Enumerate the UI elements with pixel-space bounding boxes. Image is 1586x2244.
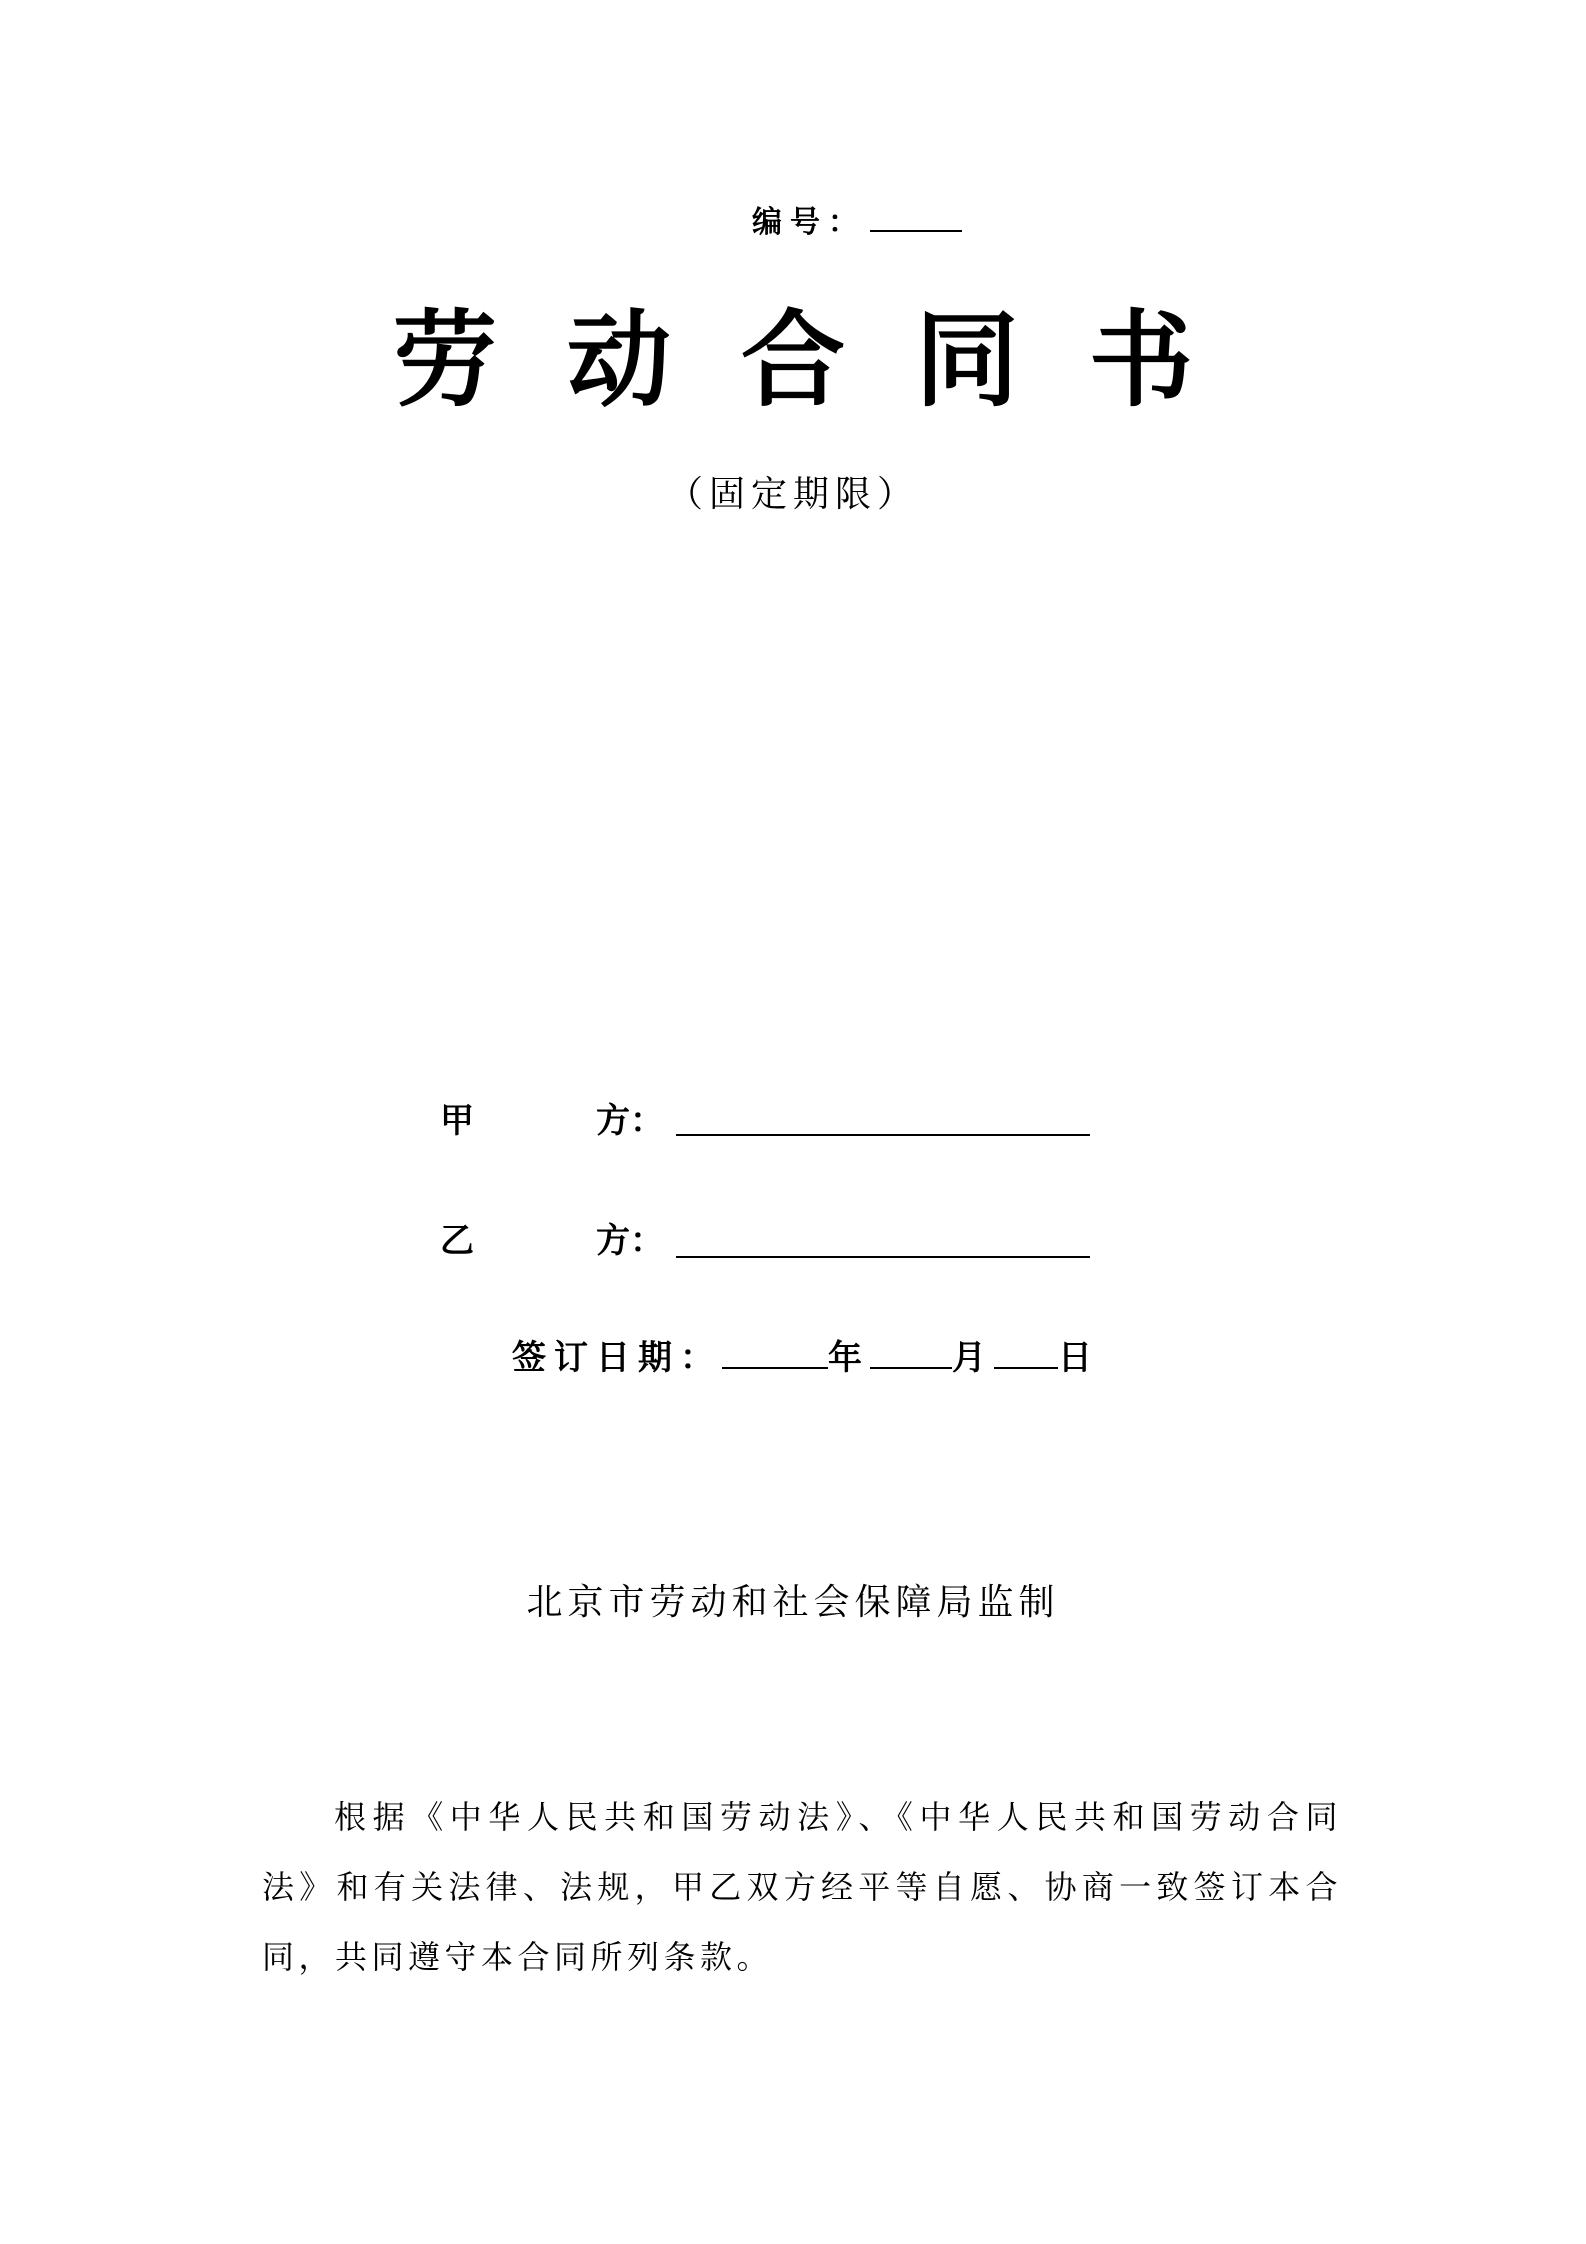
signing-date-label: 签订日期： <box>512 1338 722 1378</box>
party-a-suffix: 方： <box>596 1101 664 1141</box>
month-blank <box>870 1335 952 1369</box>
year-label: 年 <box>828 1338 870 1378</box>
contract-number-label: 编号： <box>752 205 866 240</box>
intro-paragraph: 根据《中华人民共和国劳动法》、《中华人民共和国劳动合同法》和有关法律、法规，甲乙双方经平等自愿、协商一致签订本合同，共同遵守本合同所列条款。 <box>262 1798 1342 1976</box>
document-title: 劳动合同书 <box>392 299 1263 421</box>
year-blank <box>722 1335 828 1369</box>
contract-number-blank <box>870 200 962 232</box>
party-a-blank <box>676 1134 1090 1136</box>
party-b-blank <box>676 1256 1090 1258</box>
party-a-label: 甲 <box>440 1101 474 1141</box>
month-label: 月 <box>952 1338 994 1378</box>
day-label: 日 <box>1058 1338 1100 1378</box>
signing-date-row <box>512 1335 1100 1381</box>
issuer-text: 北京市劳动和社会保障局监制 <box>526 1582 1060 1623</box>
contract-number-row <box>752 200 962 243</box>
party-b-label: 乙 <box>440 1221 474 1261</box>
party-b-suffix: 方： <box>596 1221 664 1261</box>
day-blank <box>994 1335 1058 1369</box>
document-subtitle: （固定期限） <box>666 474 919 515</box>
